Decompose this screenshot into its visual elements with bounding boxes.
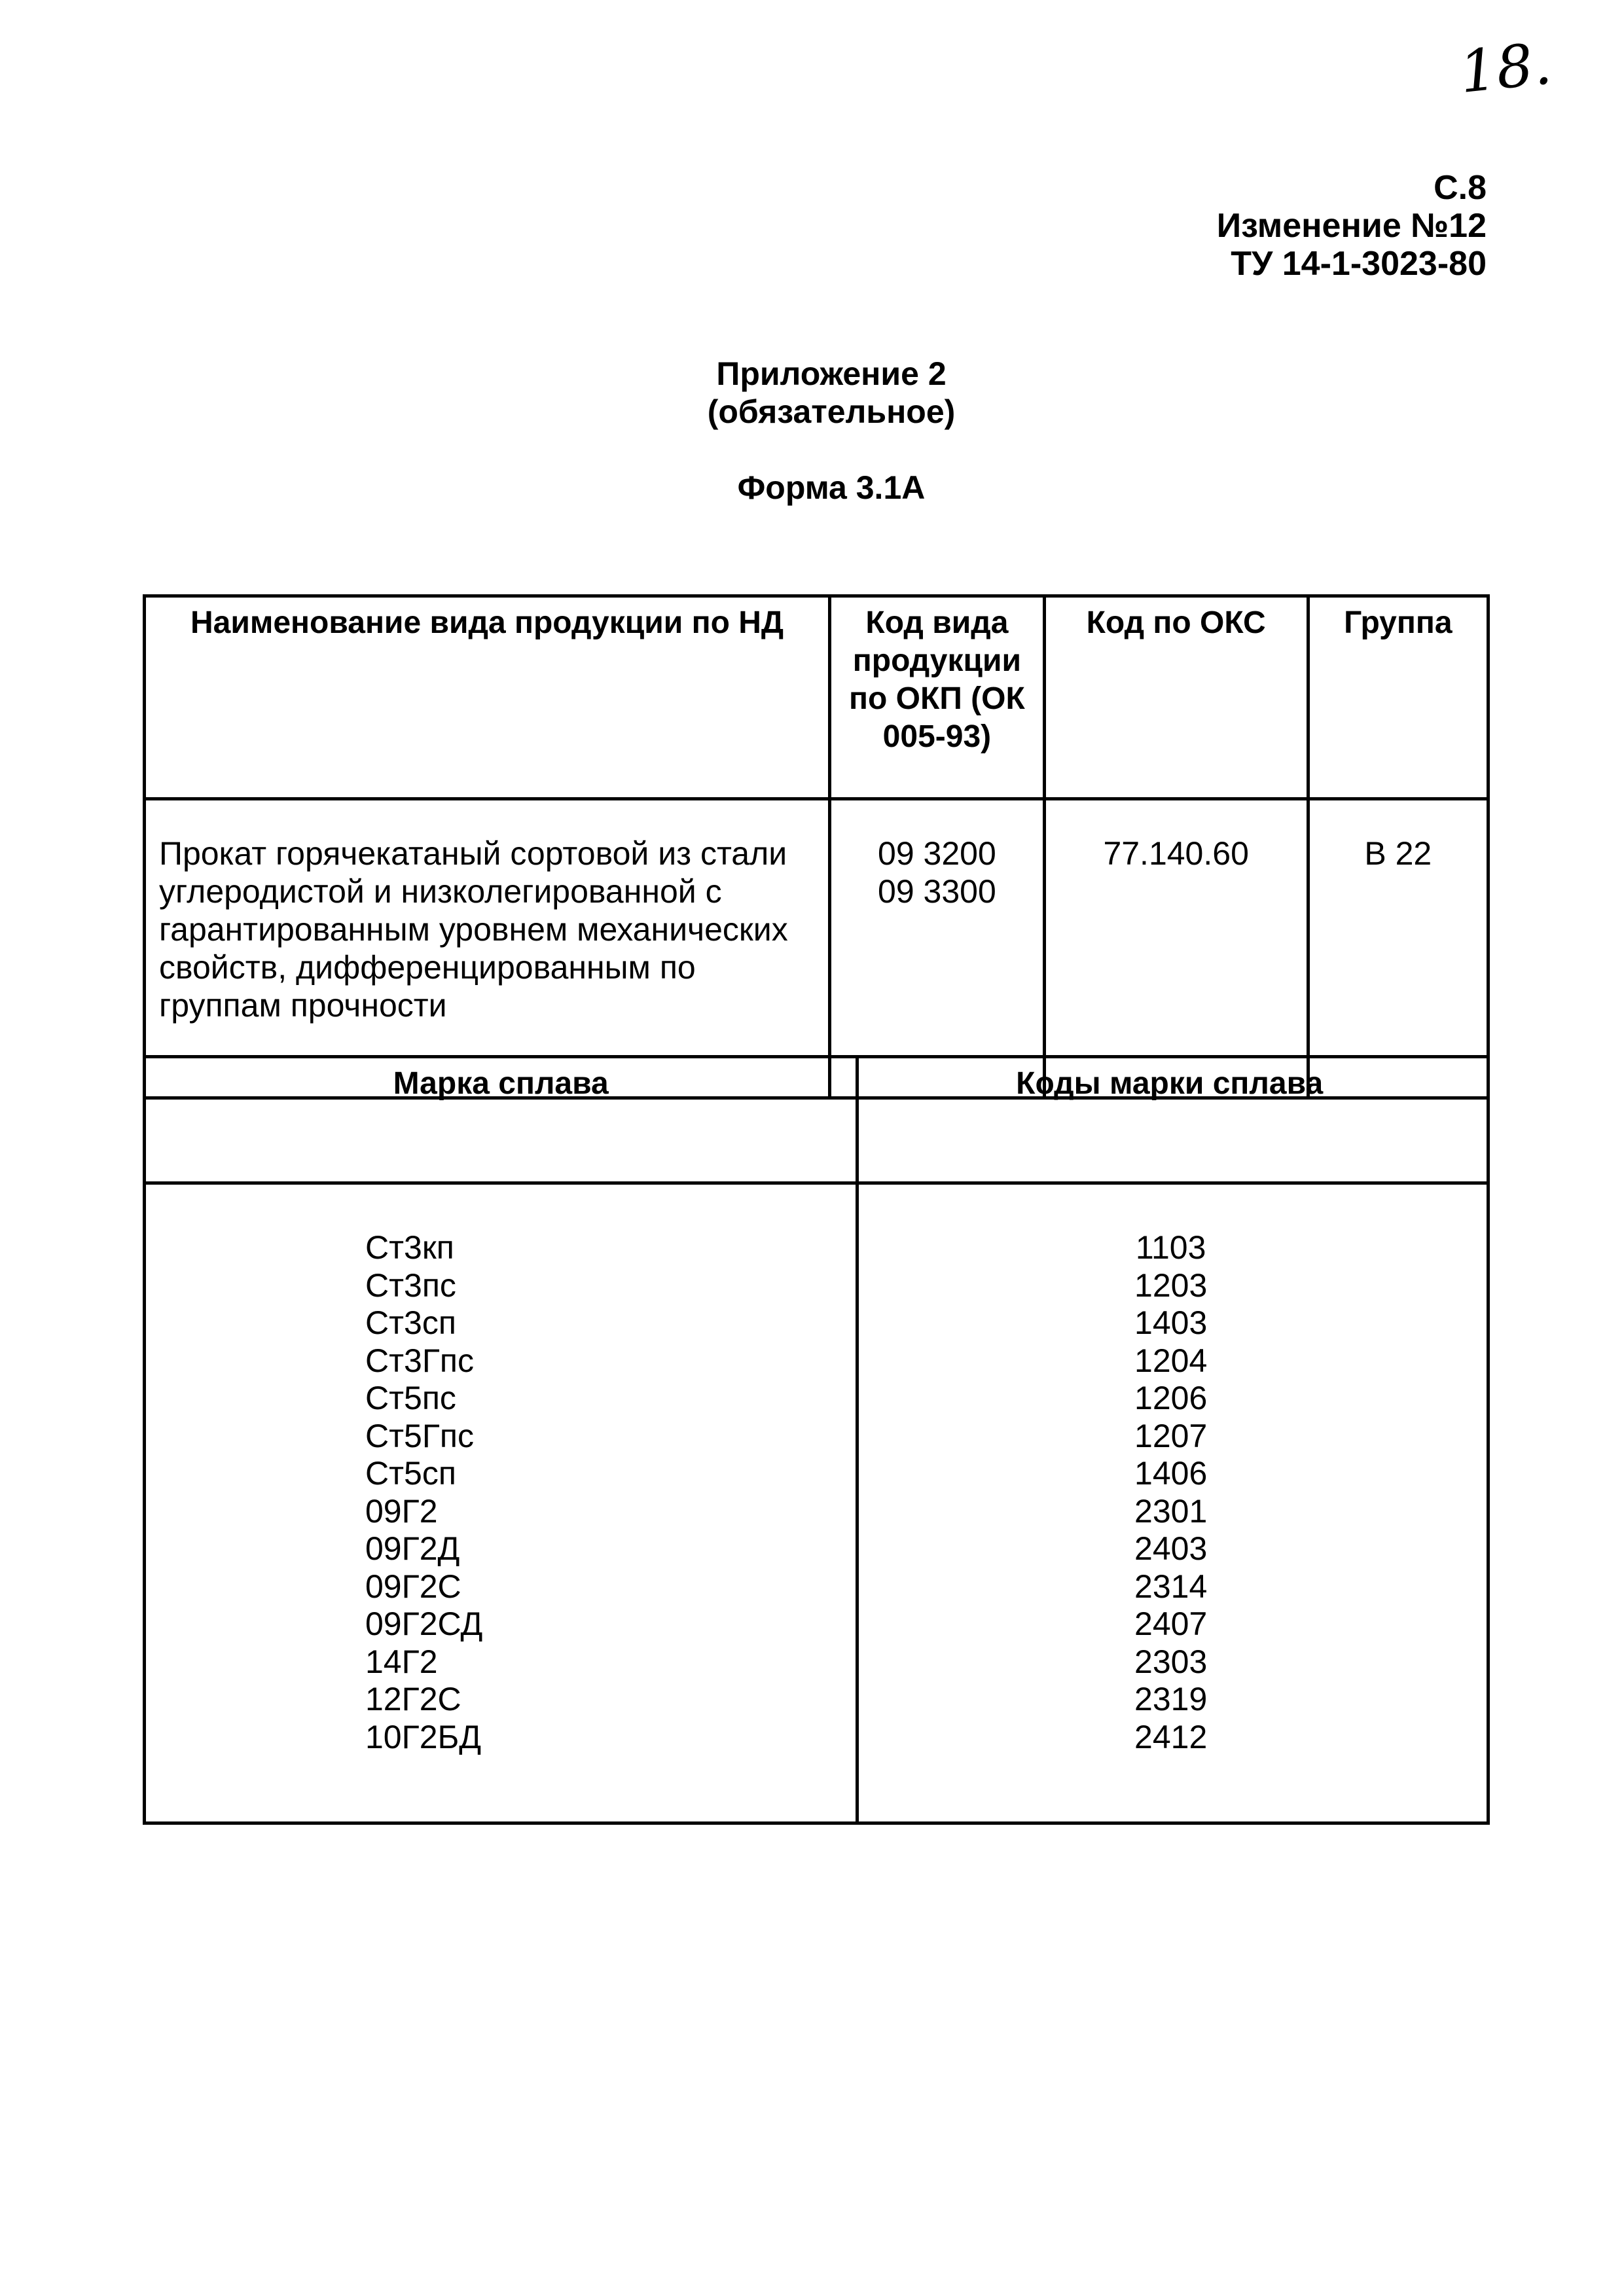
list-item: 09Г2СД (365, 1605, 483, 1642)
okp-code: 09 3300 (878, 873, 996, 910)
header-alloy-codes: Коды марки сплава (857, 1057, 1489, 1183)
list-item: 2412 (1134, 1718, 1208, 1755)
alloy-codes-cell (857, 1183, 1489, 1823)
list-item: Ст3кп (365, 1229, 454, 1266)
list-item: 09Г2С (365, 1568, 461, 1605)
group-cell: В 22 (1308, 799, 1488, 1098)
list-item: 1206 (1134, 1380, 1208, 1416)
header-alloy-grade: Марка сплава (145, 1057, 857, 1183)
alloy-table-row (145, 1183, 1489, 1823)
list-item: 12Г2С (365, 1681, 461, 1717)
list-item: 2319 (1134, 1681, 1208, 1717)
header-okp-code: Код вида продукции по ОКП (ОК 005-93) (830, 596, 1045, 799)
appendix-subtitle: (обязательное) (707, 393, 956, 430)
oks-code-cell: 77.140.60 (1044, 799, 1308, 1098)
alloy-grades-cell (145, 1183, 857, 1823)
list-item: 10Г2БД (365, 1718, 482, 1755)
list-item: 09Г2 (365, 1492, 438, 1530)
list-item: 1406 (1134, 1455, 1208, 1492)
list-item: 2403 (1134, 1530, 1208, 1567)
list-item: 1203 (1134, 1266, 1208, 1304)
spec-number: ТУ 14-1-3023-80 (1231, 245, 1487, 283)
list-item: Ст5Гпс (365, 1417, 474, 1454)
list-item: 09Г2Д (365, 1530, 460, 1567)
change-number: Изменение №12 (1216, 207, 1487, 245)
page-number: С.8 (1434, 169, 1487, 207)
alloy-table (143, 1055, 1490, 1825)
handwritten-page-number: 18. (1456, 29, 1555, 107)
product-table-header-row (145, 596, 1489, 799)
list-item: 1103 (1135, 1229, 1206, 1266)
form-title: Форма 3.1А (737, 469, 926, 506)
list-item: Ст3сп (365, 1304, 456, 1341)
product-table (143, 594, 1490, 1100)
list-item: 2314 (1134, 1568, 1208, 1605)
list-item: Ст3пс (365, 1266, 456, 1304)
list-item: 2407 (1134, 1605, 1208, 1642)
list-item: 14Г2 (365, 1643, 438, 1680)
appendix-heading (0, 355, 1624, 431)
alloy-table-header-row (145, 1057, 1489, 1183)
document-header (1217, 169, 1487, 283)
list-item: 1403 (1134, 1304, 1208, 1341)
header-group: Группа (1308, 596, 1488, 799)
list-item: Ст5сп (365, 1455, 456, 1492)
appendix-title: Приложение 2 (716, 355, 947, 392)
list-item: 2303 (1134, 1643, 1208, 1680)
list-item: 1207 (1134, 1417, 1208, 1454)
header-oks-code: Код по ОКС (1044, 596, 1308, 799)
list-item: 2301 (1134, 1492, 1208, 1530)
list-item: Ст5пс (365, 1380, 456, 1416)
okp-code: 09 3200 (878, 835, 996, 872)
header-product-name: Наименование вида продукции по НД (145, 596, 830, 799)
product-name-cell: Прокат горячекатаный сортовой из стали углеродистой и низколегированной с гарантированным уровнем механических свойств, дифференцированным по группам прочности (145, 799, 830, 1098)
product-table-row (145, 799, 1489, 1098)
okp-code-cell (830, 799, 1045, 1098)
list-item: 1204 (1134, 1342, 1208, 1379)
list-item: Ст3Гпс (365, 1342, 474, 1379)
